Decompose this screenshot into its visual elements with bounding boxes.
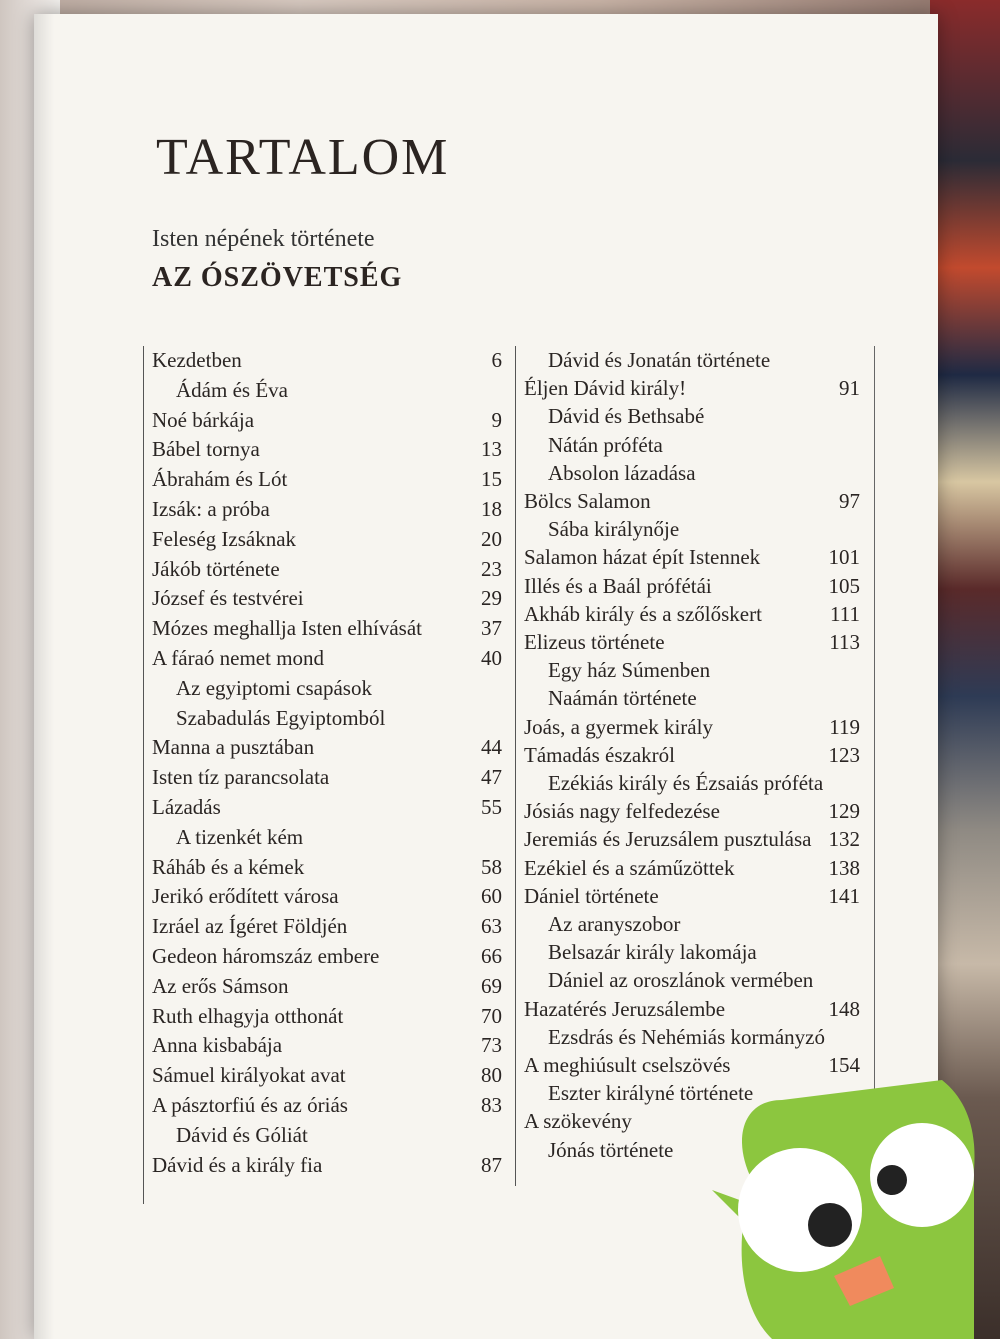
toc-entry-title: Dániel története — [524, 883, 659, 908]
toc-entry-page: 101 — [828, 545, 860, 570]
toc-entry-page: 123 — [828, 742, 860, 767]
toc-entry-title: Ezékiás király és Ézsaiás próféta — [548, 771, 824, 795]
toc-entry-title: Joás, a gyermek király — [524, 714, 713, 739]
toc-entry-title: József és testvérei — [152, 586, 304, 611]
toc-entry-title: Jeremiás és Jeruzsálem pusztulása — [524, 827, 812, 852]
toc-entry — [176, 704, 502, 732]
toc-entry-title: Elizeus története — [524, 630, 665, 654]
toc-entry-title: A fáraó nemet mond — [152, 646, 325, 670]
toc-entry-page: 63 — [481, 914, 502, 939]
toc-entry — [524, 825, 860, 853]
toc-entry-page: 83 — [481, 1093, 502, 1117]
toc-entry-page: 37 — [481, 616, 502, 641]
toc-entry-page: 132 — [828, 827, 860, 852]
toc-entry-title: Dávid és Bethsabé — [548, 404, 705, 429]
toc-entry-title: Támadás északról — [524, 742, 676, 767]
toc-entry — [524, 713, 860, 741]
toc-entry-title: Izsák: a próba — [152, 497, 270, 521]
toc-entry — [152, 406, 502, 434]
toc-entry-title: Mózes meghallja Isten elhívását — [152, 616, 422, 641]
toc-entry — [548, 910, 860, 938]
toc-entry-page: 9 — [491, 407, 502, 432]
toc-entry-title: Sába királynője — [548, 517, 680, 542]
toc-entry-page: 70 — [481, 1003, 502, 1028]
toc-entry-title: A meghiúsult cselszövés — [524, 1053, 731, 1077]
toc-entry-title: Absolon lázadása — [548, 460, 696, 485]
toc-entry-title: Az erős Sámson — [152, 973, 289, 998]
toc-entry-page: 23 — [481, 556, 502, 581]
toc-entry-page: 20 — [481, 526, 502, 551]
toc-entry-page: 60 — [481, 884, 502, 909]
toc-entry-page: 66 — [481, 944, 502, 968]
toc-entry-page: 87 — [481, 1152, 502, 1177]
toc-entry-title: Szabadulás Egyiptomból — [176, 705, 386, 730]
toc-entry — [176, 823, 502, 851]
toc-entry-page: 47 — [481, 765, 502, 790]
toc-entry-title: Akháb király és a szőlőskert — [524, 601, 762, 626]
toc-entry — [152, 912, 502, 940]
toc-entry-title: Anna kisbabája — [152, 1033, 283, 1058]
toc-entry-title: Izráel az Ígéret Földjén — [152, 914, 348, 939]
toc-entry — [548, 656, 860, 684]
toc-entry — [152, 853, 502, 881]
toc-entry — [152, 1151, 502, 1179]
toc-entry-title: Hazatérés Jeruzsálembe — [524, 996, 726, 1021]
toc-entry — [548, 684, 860, 712]
toc-entry — [548, 1023, 860, 1051]
toc-entry-title: A pásztorfiú és az óriás — [152, 1093, 348, 1117]
toc-entry-title: Ráháb és a kémek — [152, 854, 305, 879]
section-subtitle: Isten népének története — [152, 226, 375, 252]
toc-column-left — [143, 346, 514, 1204]
page-title: TARTALOM — [156, 129, 450, 186]
toc-entry-title: Gedeon háromszáz embere — [152, 944, 380, 968]
toc-entry-title: Ruth elhagyja otthonát — [152, 1003, 344, 1028]
toc-entry — [152, 1002, 502, 1030]
toc-entry — [524, 797, 860, 825]
toc-entry-title: Kezdetben — [152, 348, 242, 372]
toc-entry — [152, 644, 502, 672]
toc-entry-page: 73 — [481, 1033, 502, 1058]
toc-entry — [548, 966, 860, 994]
toc-entry — [548, 402, 860, 430]
toc-entry-page: 119 — [829, 714, 860, 739]
toc-entry-page: 113 — [829, 630, 860, 654]
toc-entry — [524, 741, 860, 769]
toc-entry — [152, 1091, 502, 1119]
toc-entry-title: A szökevény — [524, 1109, 632, 1134]
toc-entry-title: Egy ház Súmenben — [548, 658, 711, 683]
toc-entry-title: Jerikó erődített városa — [152, 884, 339, 909]
toc-entry — [548, 346, 860, 374]
toc-entry-title: Dávid és Góliát — [176, 1122, 308, 1147]
toc-entry-page: 69 — [481, 973, 502, 998]
toc-entry-page: 141 — [828, 883, 860, 908]
toc-entry — [152, 584, 502, 612]
toc-entry-title: Ádám és Éva — [176, 377, 288, 402]
toc-entry-page: 55 — [481, 795, 502, 819]
toc-entry-title: Ezsdrás és Nehémiás kormányzó — [548, 1024, 825, 1049]
toc-entry — [524, 572, 860, 600]
toc-entry-page: 138 — [828, 855, 860, 880]
toc-entry — [524, 487, 860, 515]
toc-entry-page: 44 — [481, 735, 502, 760]
toc-entry-title: Ezékiel és a száműzöttek — [524, 855, 735, 880]
toc-entry-title: Jósiás nagy felfedezése — [524, 799, 720, 824]
toc-entry — [152, 733, 502, 761]
toc-entry-title: Lázadás — [152, 795, 221, 819]
toc-entry-title: Dávid és Jonatán története — [548, 348, 771, 372]
toc-entry — [524, 882, 860, 910]
toc-entry — [152, 882, 502, 910]
toc-entry — [176, 376, 502, 404]
toc-entry-title: Illés és a Baál prófétái — [524, 573, 712, 598]
toc-entry-page: 91 — [839, 376, 860, 401]
toc-entry-title: Sámuel királyokat avat — [152, 1063, 346, 1088]
toc-entry-title: Nátán próféta — [548, 432, 663, 457]
toc-entry — [548, 459, 860, 487]
toc-entry-title: Jónás története — [548, 1137, 674, 1162]
toc-entry-title: Salamon házat épít Istennek — [524, 545, 761, 570]
toc-entry — [152, 525, 502, 553]
toc-entry — [176, 674, 502, 702]
toc-entry — [524, 374, 860, 402]
toc-entry — [152, 763, 502, 791]
toc-entry-title: Ábrahám és Lót — [152, 467, 288, 492]
toc-entry-page: 58 — [481, 854, 502, 879]
toc-entry — [152, 1061, 502, 1089]
toc-entry — [152, 555, 502, 583]
toc-entry-title: Az egyiptomi csapások — [176, 675, 372, 700]
owl-logo-icon — [712, 1060, 982, 1339]
toc-entry-page: 111 — [830, 601, 860, 626]
toc-entry-title: Noé bárkája — [152, 407, 255, 432]
toc-entry-page: 97 — [839, 489, 860, 513]
toc-entry — [152, 465, 502, 493]
toc-entry — [548, 769, 860, 797]
toc-entry — [152, 1031, 502, 1059]
toc-entry-title: A tizenkét kém — [176, 824, 304, 849]
toc-entry-title: Feleség Izsáknak — [152, 526, 297, 551]
toc-entry — [152, 942, 502, 970]
toc-entry — [524, 543, 860, 571]
toc-entry-page: 40 — [481, 646, 502, 670]
toc-entry-title: Bábel tornya — [152, 437, 260, 462]
toc-entry-title: Dávid és a király fia — [152, 1152, 323, 1177]
page-gutter-shadow — [34, 14, 54, 1339]
toc-entry — [548, 515, 860, 543]
toc-entry-page: 129 — [828, 799, 860, 824]
toc-entry — [152, 972, 502, 1000]
toc-entry-page: 13 — [481, 437, 502, 462]
toc-entry-page: 15 — [481, 467, 502, 492]
toc-entry — [548, 431, 860, 459]
toc-entry-page: 80 — [481, 1063, 502, 1088]
toc-entry-page: 29 — [481, 586, 502, 611]
toc-entry — [152, 614, 502, 642]
toc-entry-page: 148 — [828, 996, 860, 1021]
toc-entry — [152, 435, 502, 463]
toc-entry — [524, 600, 860, 628]
toc-entry — [524, 628, 860, 656]
toc-entry-page: 154 — [828, 1053, 860, 1077]
section-heading: AZ ÓSZÖVETSÉG — [152, 262, 403, 293]
toc-entry — [524, 995, 860, 1023]
toc-entry — [548, 938, 860, 966]
toc-entry-title: Dániel az oroszlánok vermében — [548, 968, 814, 993]
toc-entry-title: Manna a pusztában — [152, 735, 315, 760]
toc-entry — [524, 854, 860, 882]
toc-entry-title: Jákób története — [152, 556, 280, 581]
toc-entry — [176, 1121, 502, 1149]
toc-entry-title: Eszter királyné története — [548, 1081, 754, 1106]
toc-entry-title: Naámán története — [548, 686, 697, 711]
toc-entry-title: Az aranyszobor — [548, 912, 681, 936]
toc-entry — [152, 346, 502, 374]
toc-entry-title: Éljen Dávid király! — [524, 376, 687, 401]
toc-entry-page: 6 — [491, 348, 502, 372]
toc-entry — [152, 495, 502, 523]
toc-entry-title: Belsazár király lakomája — [548, 940, 757, 965]
toc-entry-title: Bölcs Salamon — [524, 489, 651, 513]
toc-entry-page: 105 — [828, 573, 860, 598]
toc-entry-title: Isten tíz parancsolata — [152, 765, 330, 790]
toc-entry — [152, 793, 502, 821]
toc-entry-page: 18 — [481, 497, 502, 521]
